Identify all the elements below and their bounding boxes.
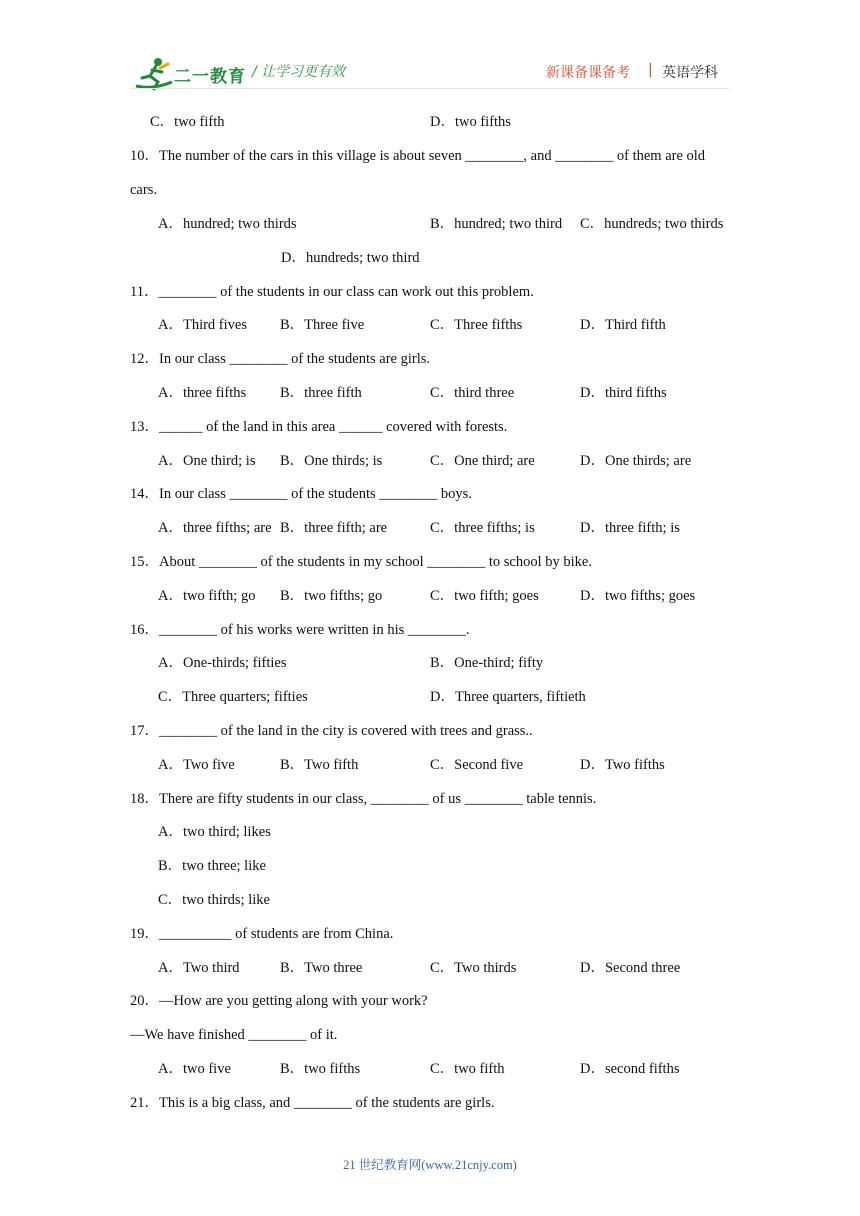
text-line: D．Two fifths bbox=[580, 757, 665, 773]
text-line: D．Third fifth bbox=[580, 317, 666, 333]
text-line: C．Three fifths bbox=[430, 317, 523, 333]
text-line: A．Two third bbox=[158, 960, 240, 976]
text-line: A．One third; is bbox=[158, 453, 256, 469]
text-line: 16．________ of his works were written in his ________. bbox=[130, 622, 470, 638]
text-line: A．hundred; two thirds bbox=[158, 216, 297, 232]
text-line: C．Two thirds bbox=[430, 960, 517, 976]
text-line: D．Second three bbox=[580, 960, 681, 976]
text-line: C．two thirds; like bbox=[158, 892, 270, 908]
text-line: C．One third; are bbox=[430, 453, 535, 469]
text-line: D．three fifth; is bbox=[580, 520, 680, 536]
text-line: D．Three quarters, fiftieth bbox=[430, 689, 586, 705]
text-line: B．two fifths bbox=[280, 1061, 361, 1077]
text-line: A．two fifth; go bbox=[158, 588, 256, 604]
text-line: D．third fifths bbox=[580, 385, 667, 401]
text-line: A．three fifths bbox=[158, 385, 247, 401]
text-line: C．two fifth bbox=[430, 1061, 505, 1077]
text-line: D．two fifths; goes bbox=[580, 588, 696, 604]
text-line: B．Two three bbox=[280, 960, 363, 976]
text-line: 17．________ of the land in the city is covered with trees and grass.. bbox=[130, 723, 533, 739]
text-line: B．hundred; two third bbox=[430, 216, 563, 232]
text-line: 21．This is a big class, and ________ of the students are girls. bbox=[130, 1095, 495, 1111]
text-line: C．hundreds; two thirds bbox=[580, 216, 724, 232]
text-line: D．One thirds; are bbox=[580, 453, 692, 469]
logo-text: 二一教育 bbox=[174, 67, 246, 87]
text-line: A．One-thirds; fifties bbox=[158, 655, 287, 671]
text-line: B．One-third; fifty bbox=[430, 655, 544, 671]
text-line: C．Second five bbox=[430, 757, 524, 773]
text-line: B．three fifth bbox=[280, 385, 362, 401]
text-line: A．Third fives bbox=[158, 317, 247, 333]
text-line: 10．The number of the cars in this village is about seven ________, and ________ of them are old bbox=[130, 148, 706, 164]
text-line: cars. bbox=[130, 182, 157, 198]
text-line: B．two three; like bbox=[158, 858, 266, 874]
header-course-label: 新课备课备考 bbox=[546, 65, 630, 81]
text-line: A．three fifths; are bbox=[158, 520, 272, 536]
header-separator: | bbox=[648, 62, 653, 78]
text-line: B．Three five bbox=[280, 317, 365, 333]
text-line: 15．About ________ of the students in my school ________ to school by bike. bbox=[130, 554, 592, 570]
text-line: C．two fifth; goes bbox=[430, 588, 539, 604]
text-line: C．Three quarters; fifties bbox=[158, 689, 308, 705]
text-line: 11．________ of the students in our class can work out this problem. bbox=[130, 284, 534, 300]
text-line: A．two third; likes bbox=[158, 824, 271, 840]
text-line: B．Two fifth bbox=[280, 757, 359, 773]
text-line: C．third three bbox=[430, 385, 515, 401]
text-line: C．three fifths; is bbox=[430, 520, 535, 536]
slogan: / 让学习更有效 bbox=[252, 64, 346, 80]
header-subject: 英语学科 bbox=[662, 65, 718, 81]
text-line: D．two fifths bbox=[430, 114, 511, 130]
text-line: B．three fifth; are bbox=[280, 520, 388, 536]
page-header bbox=[0, 0, 860, 100]
text-line: C．two fifth bbox=[150, 114, 225, 130]
text-line: A．Two five bbox=[158, 757, 235, 773]
text-line: 18．There are fifty students in our class, ________ of us ________ table tennis. bbox=[130, 791, 597, 807]
text-line: 13．______ of the land in this area ______ covered with forests. bbox=[130, 419, 508, 435]
text-line: D．second fifths bbox=[580, 1061, 680, 1077]
text-line: B．One thirds; is bbox=[280, 453, 383, 469]
text-line: —We have finished ________ of it. bbox=[130, 1027, 338, 1043]
text-line: D．hundreds; two third bbox=[281, 250, 420, 266]
text-line: 14．In our class ________ of the students ________ boys. bbox=[130, 486, 472, 502]
text-line: 12．In our class ________ of the students are girls. bbox=[130, 351, 431, 367]
page-footer: 21 世纪教育网(www.21cnjy.com) bbox=[343, 1158, 517, 1172]
text-line: 20．—How are you getting along with your work? bbox=[130, 993, 428, 1009]
text-line: A．two five bbox=[158, 1061, 231, 1077]
text-line: B．two fifths; go bbox=[280, 588, 383, 604]
text-line: 19．__________ of students are from China. bbox=[130, 926, 394, 942]
header-divider bbox=[130, 88, 730, 89]
